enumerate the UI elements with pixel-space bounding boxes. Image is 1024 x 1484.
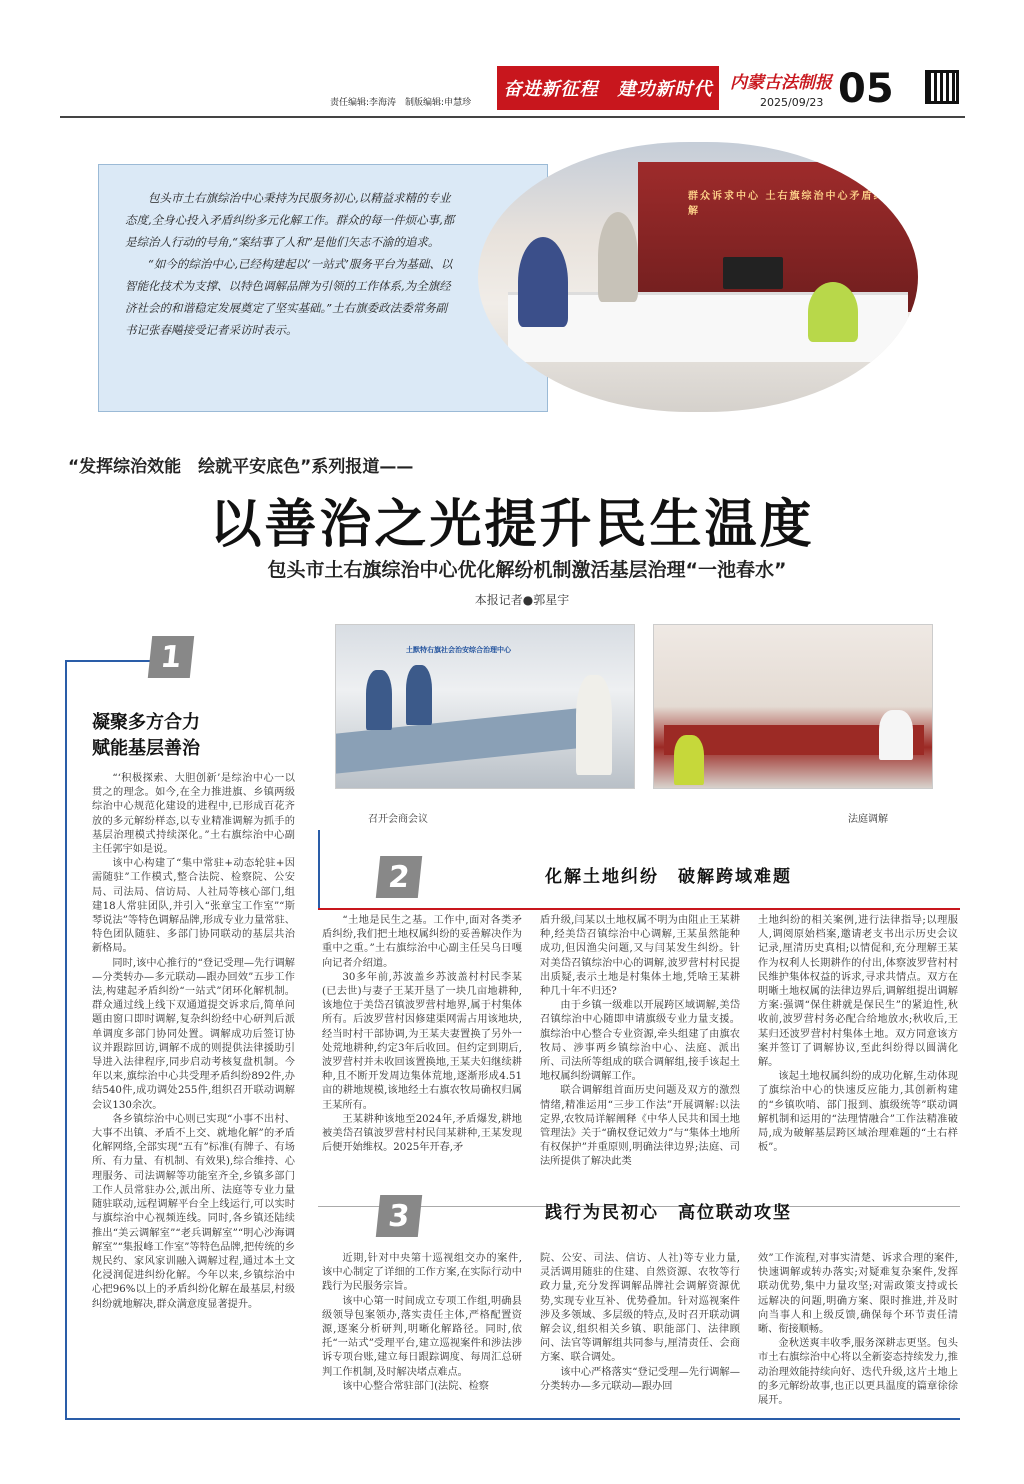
frame-line <box>318 908 960 910</box>
section-title: 践行为民初心 高位联动攻坚 <box>545 1203 792 1223</box>
body-paragraph: 土地纠纷的相关案例,进行法律指导;以理服人,调阅原始档案,邀请老支书出示历史会议记录,厘清历史真相;以情促和,充分理解王某作为权利人长期耕作的付出,体察波罗营村村民维护集体权益的诉求,寻求共情点。双方在明晰土地权属的法律边界后,调解组提出调解方案:强调“保住耕就是保民生”的紧迫性,秋收前,波罗营村务必配合给地放水;秋收后,王某归还波罗营村村集体土地。双方同意该方案并签订了调解协议,至此纠纷得以圆满化解。 <box>758 915 958 1069</box>
section-title-line: 凝聚多方合力 <box>92 712 200 733</box>
frame-line <box>318 830 320 910</box>
body-paragraph: 王某耕种该地至2024年,矛盾爆发,耕地被美岱召镇波罗营村村民闫某耕种,王某发现后便开始维权。2025年开春,矛 <box>322 1113 522 1154</box>
section-number: 1 <box>148 636 194 678</box>
meeting-photo <box>335 624 635 789</box>
photo-caption: 召开会商会议 <box>368 814 428 825</box>
section-number: 3 <box>376 1195 422 1237</box>
section2-column <box>540 914 740 1194</box>
frame-line <box>65 660 155 662</box>
paper-logo: 内蒙古法制报 <box>730 73 832 93</box>
issue-date: 2025/09/23 <box>760 96 824 109</box>
byline: 本报记者●郭星宇 <box>474 593 570 607</box>
body-paragraph: 联合调解组首面历史问题及双方的激烈情绪,精准运用“三步工作法”开展调解:以法定界,农牧局详解阐释《中华人民共和国土地管理法》关于“确权登记效力”与“集体土地所有权保护”并重原则,明确法律边界;法庭、司法所提供了解决此类 <box>540 1085 740 1168</box>
section-title <box>92 710 200 762</box>
series-label: “发挥综治效能 绘就平安底色”系列报道—— <box>68 457 414 477</box>
section3-column <box>758 1252 958 1412</box>
body-paragraph: “土地是民生之基。工作中,面对各类矛盾纠纷,我们把土地权属纠纷的妥善解决作为重中之重。”土右旗综治中心副主任吴乌日嘎向记者介绍道。 <box>322 915 522 969</box>
editors-line: 责任编辑:李海涛 制版编辑:申慧珍 <box>330 98 472 108</box>
body-paragraph: “‘积极探索、大胆创新’是综治中心一以贯之的理念。如今,在全力推进旗、乡镇两级综治中心规范化建设的进程中,已形成百花齐放的多元解纷样态,以专业精准调解为抓手的基层治理模式持续深化。”土右旗综治中心副主任郭宇如是说。 <box>92 773 295 856</box>
frame-line <box>65 660 67 1420</box>
intro-paragraph: “如今的综治中心,已经构建起以‘一站式’服务平台为基础、以智能化技术为支撑、以特色调解品牌为引领的工作体系,为全旗经济社会的和谐稳定发展奠定了坚实基础。”土右旗委政法委常务副书记张春飚接受记者采访时表示。 <box>125 257 453 337</box>
qr-code-icon <box>925 70 959 104</box>
body-paragraph: 各乡镇综治中心则已实现“小事不出村、大事不出镇、矛盾不上交、就地化解”的矛盾化解网络,全部实现“五有”标准(有牌子、有场所、有力量、有机制、有效果),综合维持、心理服务、司法调解等功能室齐全,乡镇多部门工作人员常驻办公,派出所、法庭等专业力量随驻联动,远程调解平台全上线运行,可以实时与旗综治中心视频连线。同时,各乡镇还陆续推出“美云调解室”“老兵调解室”“明心沙海调解室”“集报峰工作室”等特色品牌,把传统的乡规民约、家风家训融入调解过程,通过本土文化浸润促进纠纷化解。今年以来,乡镇综治中心把96%以上的矛盾纠纷化解在最基层,村级纠纷就地解决,群众满意度显著提升。 <box>92 1113 295 1310</box>
photo-person <box>808 282 858 342</box>
section-title-line: 赋能基层善治 <box>92 738 200 759</box>
body-paragraph: 该起土地权属纠纷的成功化解,生动体现了旗综治中心的快速反应能力,其创新构建的“乡镇吹哨、部门报到、旗级统等”联动调解机制和运用的“法理情融合”工作法精准破局,成为破解基层跨区域治理难题的“土右样板”。 <box>758 1071 958 1154</box>
body-paragraph: 效”工作流程,对事实清楚、诉求合理的案件,快速调解或转办落实;对疑难复杂案件,发挥联动优势,集中力量攻坚;对需政策支持或长远解决的问题,明确方案、限时推进,并及时向当事人和上级反馈,确保每个环节责任清晰、衔接顺畅。 <box>758 1253 958 1336</box>
photo-caption: 法庭调解 <box>848 814 888 825</box>
body-paragraph: 院、公安、司法、信访、人社)等专业力量,灵活调用随驻的住建、自然资源、农牧等行政力量,充分发挥调解品牌社会调解资源优势,实现专业互补、优势叠加。针对巡视案件涉及多领域、多层级的特点,及时召开联动调解会议,组织相关乡镇、职能部门、法律顾问、法官等调解组共同参与,厘清责任、会商方案、联合调处。 <box>540 1253 740 1364</box>
section3-column <box>540 1252 740 1412</box>
section-number: 2 <box>376 856 422 898</box>
photo-person <box>879 710 913 760</box>
section2-column <box>758 914 958 1194</box>
section-title: 化解土地纠纷 破解跨域难题 <box>545 867 792 887</box>
intro-photo <box>478 142 918 412</box>
photo-person <box>518 237 568 327</box>
frame-line <box>65 1418 960 1420</box>
photo-sign: 群众诉求中心 土右旗综治中心矛盾纠纷调解 <box>688 191 910 217</box>
photo-person <box>366 670 392 730</box>
body-paragraph: 同时,该中心推行的“登记受理—先行调解—分类转办—多元联动—跟办回效”五步工作法,构建起矛盾纠纷“一站式”闭环化解机制。群众通过线上线下双通道提交诉求后,简单问题由窗口即时调解,复杂纠纷经中心研判后派单调度多部门协同处置。调解成功后签订协议并跟踪回访,调解不成的则提供法律援助引导进入法律程序,同步启动考核复盘机制。今年以来,旗综治中心共受理矛盾纠纷892件,办结540件,成功调处255件,组织召开联动调解会议130余次。 <box>92 957 295 1111</box>
section1-column <box>92 772 295 1412</box>
photo-person <box>406 665 432 725</box>
slogan-banner: 奋进新征程 建功新时代 <box>497 66 719 110</box>
body-paragraph: 该中心第一时间成立专项工作组,明确县级领导包案领办,落实责任主体,严格配置资源,逐案分析研判,明晰化解路径。同时,依托“一站式”受理平台,建立巡视案件和涉法涉诉专项台账,建立每日跟踪调度、每周汇总研判工作机制,及时解决堵点难点。 <box>322 1295 522 1378</box>
body-paragraph: 该中心构建了“集中常驻+动态轮驻+因需随驻”工作模式,整合法院、检察院、公安局、司法局、信访局、人社局等核心部门,组建18人常驻团队,并引入“张章宝工作室”“斯琴说法”等特色调解品牌,形成专业力量常驻、特色团队随驻、多部门协同联动的基层共治新格局。 <box>92 858 295 955</box>
photo-person <box>576 675 612 775</box>
subheadline: 包头市土右旗综治中心优化解纷机制激活基层治理“一池春水” <box>267 559 787 581</box>
body-paragraph: 由于乡镇一级难以开展跨区域调解,美岱召镇综治中心随即申请旗级专业力量支援。旗综治中心整合专业资源,牵头组建了由旗农牧局、涉事两乡镇综治中心、法庭、派出所、司法所等组成的联合调解组,接手该起土地权属纠纷调解工作。 <box>540 1000 740 1083</box>
page-number: 05 <box>838 66 894 112</box>
photo-person <box>674 735 704 785</box>
body-paragraph: 近期,针对中央第十巡视组交办的案件,该中心制定了详细的工作方案,在实际行动中践行为民服务宗旨。 <box>322 1253 522 1293</box>
body-paragraph: 30多年前,苏波盖乡苏波盖村村民李某(已去世)与妻子王某开垦了一块几亩地耕种,该地位于美岱召镇波罗营村地界,属于村集体所有。后波罗营村因修建渠网需占用该地块,经当时村干部协调,为王某夫妻置换了另外一处荒地耕种,约定3年后收回。但约定到期后,波罗营村并未收回该置换地,王某夫妇继续耕种,且不断开发周边集体荒地,逐渐形成4.51亩的耕地规模,该地经土右旗农牧局确权归属王某所有。 <box>322 971 522 1111</box>
photo-wall <box>638 162 918 312</box>
body-paragraph: 该中心严格落实“登记受理—先行调解—分类转办—多元联动—跟办回 <box>540 1366 740 1392</box>
intro-paragraph: 包头市土右旗综治中心秉持为民服务初心,以精益求精的专业态度,全身心投入矛盾纠纷多元化解工作。群众的每一件烦心事,都是综治人行动的号角,“案结事了人和”是他们矢志不渝的追求。 <box>125 191 455 249</box>
court-photo <box>653 624 933 789</box>
section3-column <box>322 1252 522 1412</box>
body-paragraph: 盾升级,闫某以土地权属不明为由阻止王某耕种,经美岱召镇综治中心调解,王某虽然能种成功,但因渔尖问题,又与闫某发生纠纷。针对美岱召镇综治中心的调解,波罗营村村民提出质疑,表示土地是村集体土地,凭啥王某耕种几十年不归还? <box>540 915 740 998</box>
headline: 以善治之光提升民生温度 <box>209 494 815 555</box>
header-rule <box>60 116 965 118</box>
section2-column <box>322 914 522 1194</box>
intro-text <box>125 187 455 341</box>
photo-person <box>598 212 638 302</box>
photo-monitor <box>723 257 783 289</box>
photo-banner: 土默特右旗社会治安综合治理中心 <box>406 646 511 654</box>
body-paragraph: 该中心整合常驻部门(法院、检察 <box>342 1380 489 1392</box>
body-paragraph: 金秋送爽丰收季,服务深耕志更坚。包头市土右旗综治中心将以全新姿态持续发力,推动治理效能持续向好、迭代升级,这片土地上的多元解纷故事,也正以更具温度的篇章徐徐展开。 <box>758 1338 958 1407</box>
